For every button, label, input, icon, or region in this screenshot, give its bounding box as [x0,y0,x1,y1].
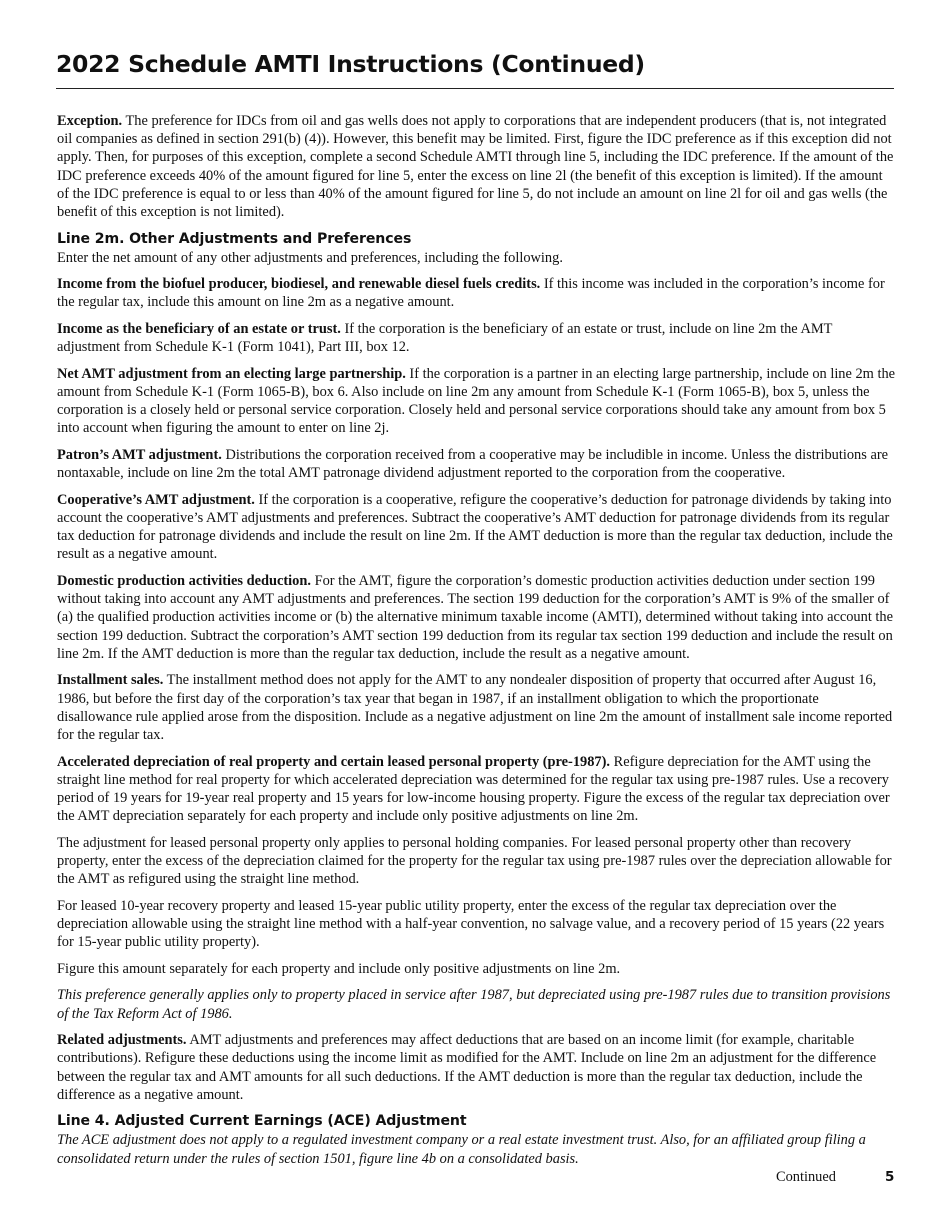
leased-property-paragraph: The adjustment for leased personal property only applies to personal holding companies. For leased personal property other than recovery property, enter the excess of the depreciation claimed for the property for the regular tax using pre-1987 rules over the depreciation allowable for the AMT as refigured using the straight line method. [57,834,892,888]
cooperative-label: Cooperative’s AMT adjustment. [57,491,255,508]
estate-paragraph [57,320,897,356]
related-adjustments-label: Related adjustments. [57,1032,187,1049]
biofuel-paragraph [57,275,897,311]
related-adjustments-paragraph [57,1031,897,1104]
preference-note-text: This preference generally applies only to property placed in service after 1987, but depreciated using pre-1987 rules due to transition provisions of the Tax Reform Act of 1986. [57,987,891,1022]
cooperative-text: If the corporation is a cooperative, refigure the cooperative’s deduction for patronage dividends by taking into account the cooperative’s AMT adjustments and preferences. Subtract the cooperative’s AMT deduction for patronage dividends from its regular tax deduction for patronage dividends and include the result on line 2m. If the AMT deduction is more than the regular tax deduction, include the result as a negative amount. [57,491,893,563]
partnership-label: Net AMT adjustment from an electing large partnership. [57,365,406,382]
line-4-heading: Line 4. Adjusted Current Earnings (ACE) Adjustment [57,1113,467,1130]
installment-paragraph [57,671,897,744]
title-rule [56,88,894,89]
accelerated-depreciation-text: Refigure depreciation for the AMT using the straight line method for real property for which accelerated depreciation was determined for the regular tax using pre-1987 rules. Use a recovery period of 19 years for 19-year real property and 15 years for low-income housing property. Figure the excess of the regular tax depreciation over the AMT depreciation separately for each property and include only positive adjustments on line 2m. [57,753,890,825]
domestic-production-label: Domestic production activities deduction. [57,573,311,589]
accelerated-depreciation-label: Accelerated depreciation of real property and certain leased personal property (pre-1987). [57,753,611,770]
exception-paragraph [57,112,897,221]
line-4-note [57,1131,897,1167]
cooperative-paragraph [57,491,897,564]
partnership-text: If the corporation is a partner in an electing large partnership, include on line 2m the amount from Schedule K-1 (Form 1065-B), box 6. Also include on line 2m any amount from Schedule K-1 (Form 1065-B), box 5, unless the corporation is a closely held or personal service corporation. Closely held and personal service corporations should take any amount from box 5 into account when figuring the amount to enter on line 2j. [57,365,896,437]
patron-text: Distributions the corporation received from a cooperative may be includible in income. Unless the distributions are nontaxable, include on line 2m the total AMT patronage dividend adjustment reported to the corporation from the cooperative. [57,447,889,482]
line-4-note-text: The ACE adjustment does not apply to a regulated investment company or a real estate investment trust. Also, for an affiliated group filing a consolidated return under the rules of section 1501, figure line 4b on a consolidated basis. [57,1132,866,1167]
line-2m-intro: Enter the net amount of any other adjustments and preferences, including the following. [57,249,563,266]
figure-separately-paragraph: Figure this amount separately for each property and include only positive adjustments on line 2m. [57,960,621,977]
leased-recovery-paragraph: For leased 10-year recovery property and leased 15-year public utility property, enter the excess of the regular tax depreciation over the depreciation allowable using the straight line method with a half-year convention, no salvage value, and a recovery period of 15 years (22 years for 15-year public utility property). [57,897,885,951]
partnership-paragraph [57,365,897,438]
document-body [57,112,897,1176]
domestic-production-text: For the AMT, figure the corporation’s domestic production activities deduction under section 199 without taking into account any AMT adjustments and preferences. The section 199 deduction for the corporation’s AMT is 9% of the smaller of (a) the qualified production activities income or (b) the alternative minimum taxable income (AMTI), determined without taking into account the section 199 deduction. Subtract the corporation’s AMT section 199 deduction from its regular tax section 199 deduction and include the result on line 2m. If the AMT deduction is more than the regular tax deduction, include the result as a negative amount. [57,573,893,662]
related-adjustments-text: AMT adjustments and preferences may affect deductions that are based on an income limit (for example, charitable contributions). Refigure these deductions using the income limit as modified for the AMT. Include on line 2m an adjustment for the difference between the regular tax and AMT amounts for all such deductions. If the AMT deduction is more than the regular tax deduction, include the difference as a negative amount. [57,1032,877,1103]
page-title: 2022 Schedule AMTI Instructions (Continued) [56,50,645,78]
installment-text: The installment method does not apply for the AMT to any nondealer disposition of property that occurred after August 16, 1986, but before the first day of the corporation’s tax year that began in 1987, if an installment obligation to which the proportionate disallowance rule applied arose from the disposition. Include as a negative adjustment on line 2m the amount of installment sale income reported for the regular tax. [57,672,893,744]
accelerated-depreciation-paragraph [57,753,897,826]
estate-label: Income as the beneficiary of an estate or trust. [57,321,341,337]
exception-label: Exception. [57,113,123,129]
estate-text: If the corporation is the beneficiary of an estate or trust, include on line 2m the AMT adjustment from Schedule K-1 (Form 1041), Part III, box 12. [57,321,833,356]
patron-label: Patron’s AMT adjustment. [57,447,222,463]
page-number: 5 [885,1169,895,1185]
biofuel-text: If this income was included in the corporation’s income for the regular tax, include this amount on line 2m as a negative amount. [57,276,885,311]
line-2m-heading: Line 2m. Other Adjustments and Preferences [57,230,412,247]
domestic-production-paragraph [57,572,897,663]
patron-paragraph [57,446,897,482]
preference-note [57,986,897,1022]
exception-text: The preference for IDCs from oil and gas wells does not apply to corporations that are independent producers (that is, not integrated oil companies as defined in section 291(b) (4)). However, this benefit may be limited. First, figure the IDC preference as if this exception did not apply. Then, for purposes of this exception, complete a second Schedule AMTI through line 5, including the IDC preference. If the amount of the IDC preference exceeds 40% of the amount figured for line 5, enter the excess on line 2l (the benefit of this exception is limited). If the amount of the IDC preference is equal to or less than 40% of the amount figured for line 5, do not include an amount on line 2l for oil and gas wells (the benefit of this exception is not limited). [57,113,894,221]
continued-label: Continued [776,1169,836,1185]
biofuel-label: Income from the biofuel producer, biodiesel, and renewable diesel fuels credits. [57,276,541,293]
installment-label: Installment sales. [57,672,164,689]
